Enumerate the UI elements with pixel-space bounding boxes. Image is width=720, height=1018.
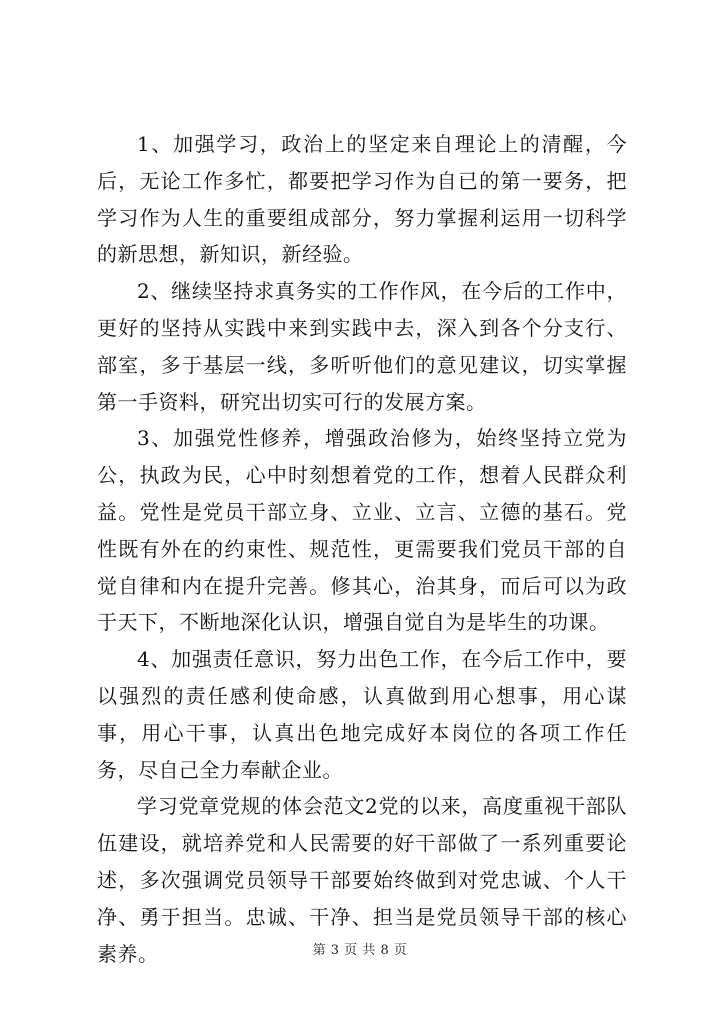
paragraph-2: 2、继续坚持求真务实的工作作风，在今后的工作中，更好的坚持从实践中来到实践中去，深入到各个分支行、部室，多于基层一线，多听听他们的意见建议，切实掌握第一手资料，研究出切实可行的发展方案。 <box>97 279 627 414</box>
page-number-footer: 第 3 页 共 8 页 <box>312 943 408 958</box>
document-body <box>97 126 627 972</box>
paragraph-1: 1、加强学习，政治上的坚定来自理论上的清醒，今后，无论工作多忙，都要把学习作为自已的第一要务，把学习作为人生的重要组成部分，努力掌握利运用一切科学的新思想，新知识，新经验。 <box>97 132 627 267</box>
paragraph-3: 3、加强党性修养，增强政治修为，始终坚持立党为公，执政为民，心中时刻想着党的工作，想着人民群众利益。党性是党员干部立身、立业、立言、立德的基石。党性既有外在的约束性、规范性，更需要我们党员干部的自觉自律和内在提升完善。修其心，治其身，而后可以为政于天下，不断地深化认识，增强自觉自为是毕生的功课。 <box>97 426 627 635</box>
paragraph-4: 4、加强责任意识，努力出色工作，在今后工作中，要以强烈的责任感利使命感，认真做到用心想事，用心谋事，用心干事，认真出色地完成好本岗位的各项工作任务，尽自己全力奉献企业。 <box>97 647 627 782</box>
paragraph-5: 学习党章党规的体会范文2党的以来，高度重视干部队伍建设，就培养党和人民需要的好干部做了一系列重要论述，多次强调党员领导干部要始终做到对党忠诚、个人干净、勇于担当。忠诚、干净、担当是党员领导干部的核心素养。 <box>97 794 627 966</box>
